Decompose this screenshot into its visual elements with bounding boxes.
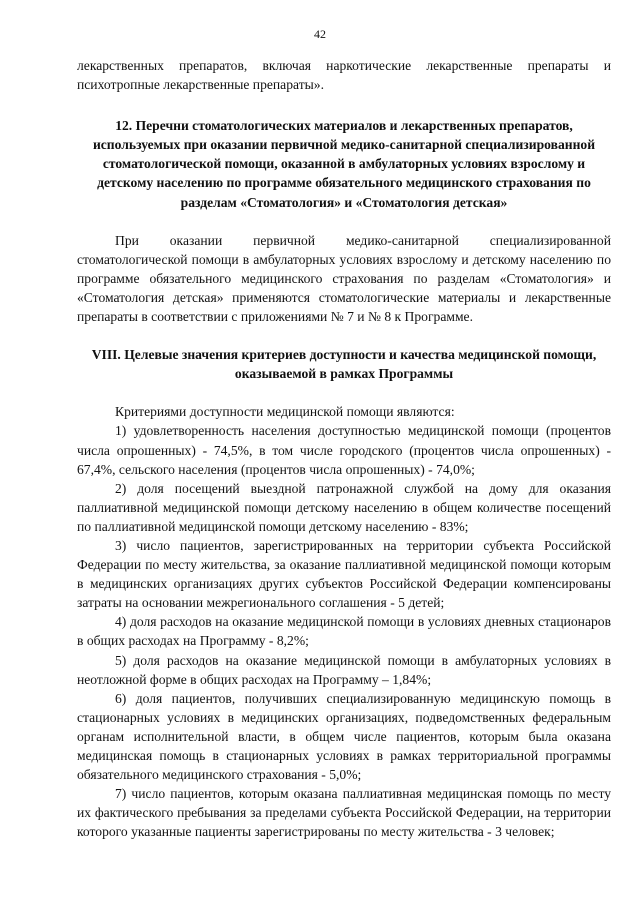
criteria-item-7: 7) число пациентов, которым оказана паллиативная медицинская помощь по месту их фактического пребывания за пределами субъекта Российской Федерации, на территории которого указанные пациенты зарегистрированы по месту жительства - 3 человек; — [77, 786, 611, 840]
page-number: 42 — [314, 27, 326, 41]
criteria-item-6: 6) доля пациентов, получивших специализированную медицинскую помощь в стационарных условиях в медицинских организациях, подведомственных федеральным органам исполнительной власти, в общем числе пациентов, которым была оказана медицинская помощь в стационарных условиях в рамках территориальной программы обязательного медицинского страхования - 5,0%; — [77, 690, 611, 783]
criteria-item-3: 3) число пациентов, зарегистрированных на территории субъекта Российской Федерации по месту жительства, за оказание паллиативной медицинской помощи которым в медицинских организациях других субъектов Российской Федерации компенсированы затраты на основании межрегионального соглашения - 5 детей; — [77, 537, 611, 611]
criteria-item-4: 4) доля расходов на оказание медицинской помощи в условиях дневных стационаров в общих расходах на Программу - 8,2%; — [77, 614, 611, 649]
section-12-heading: 12. Перечни стоматологических материалов и лекарственных препаратов, используемых при оказании первичной медико-санитарной специализированной стоматологической помощи, оказанной в амбулаторных условиях взрослому и детскому населению по программе обязательного медицинского страхования по разделам «Стоматология» и «Стоматология детская» — [92, 118, 596, 210]
criteria-item-1: 1) удовлетворенность населения доступностью медицинской помощи (процентов числа опрошенных) - 74,5%, в том числе городского (процентов числа опрошенных) - 67,4%, сельского населения (процентов числа опрошенных) - 74,0%; — [77, 423, 611, 477]
section-12-paragraph: При оказании первичной медико-санитарной специализированной стоматологической помощи в амбулаторных условиях взрослому и детскому населению по программе обязательного медицинского страхования по разделам «Стоматология» и «Стоматология детская» применяются стоматологические материалы и лекарственные препараты в соответствии с приложениями № 7 и № 8 к Программе. — [77, 232, 611, 325]
page-content — [77, 56, 611, 841]
criteria-item-5: 5) доля расходов на оказание медицинской помощи в амбулаторных условиях в неотложной форме в общих расходах на Программу – 1,84%; — [77, 652, 611, 687]
criteria-item-2: 2) доля посещений выездной патронажной службой на дому для оказания паллиативной медицинской помощи детскому населению в общем количестве посещений по паллиативной медицинской помощи детскому населению - 83%; — [77, 480, 611, 534]
section-8-heading: VIII. Целевые значения критериев доступности и качества медицинской помощи, оказываемой в рамках Программы — [91, 347, 597, 382]
criteria-lead-paragraph: Критериями доступности медицинской помощи являются: — [115, 404, 455, 420]
intro-continuation-paragraph: лекарственных препаратов, включая наркотические лекарственные препараты и психотропные лекарственные препараты». — [77, 58, 611, 93]
